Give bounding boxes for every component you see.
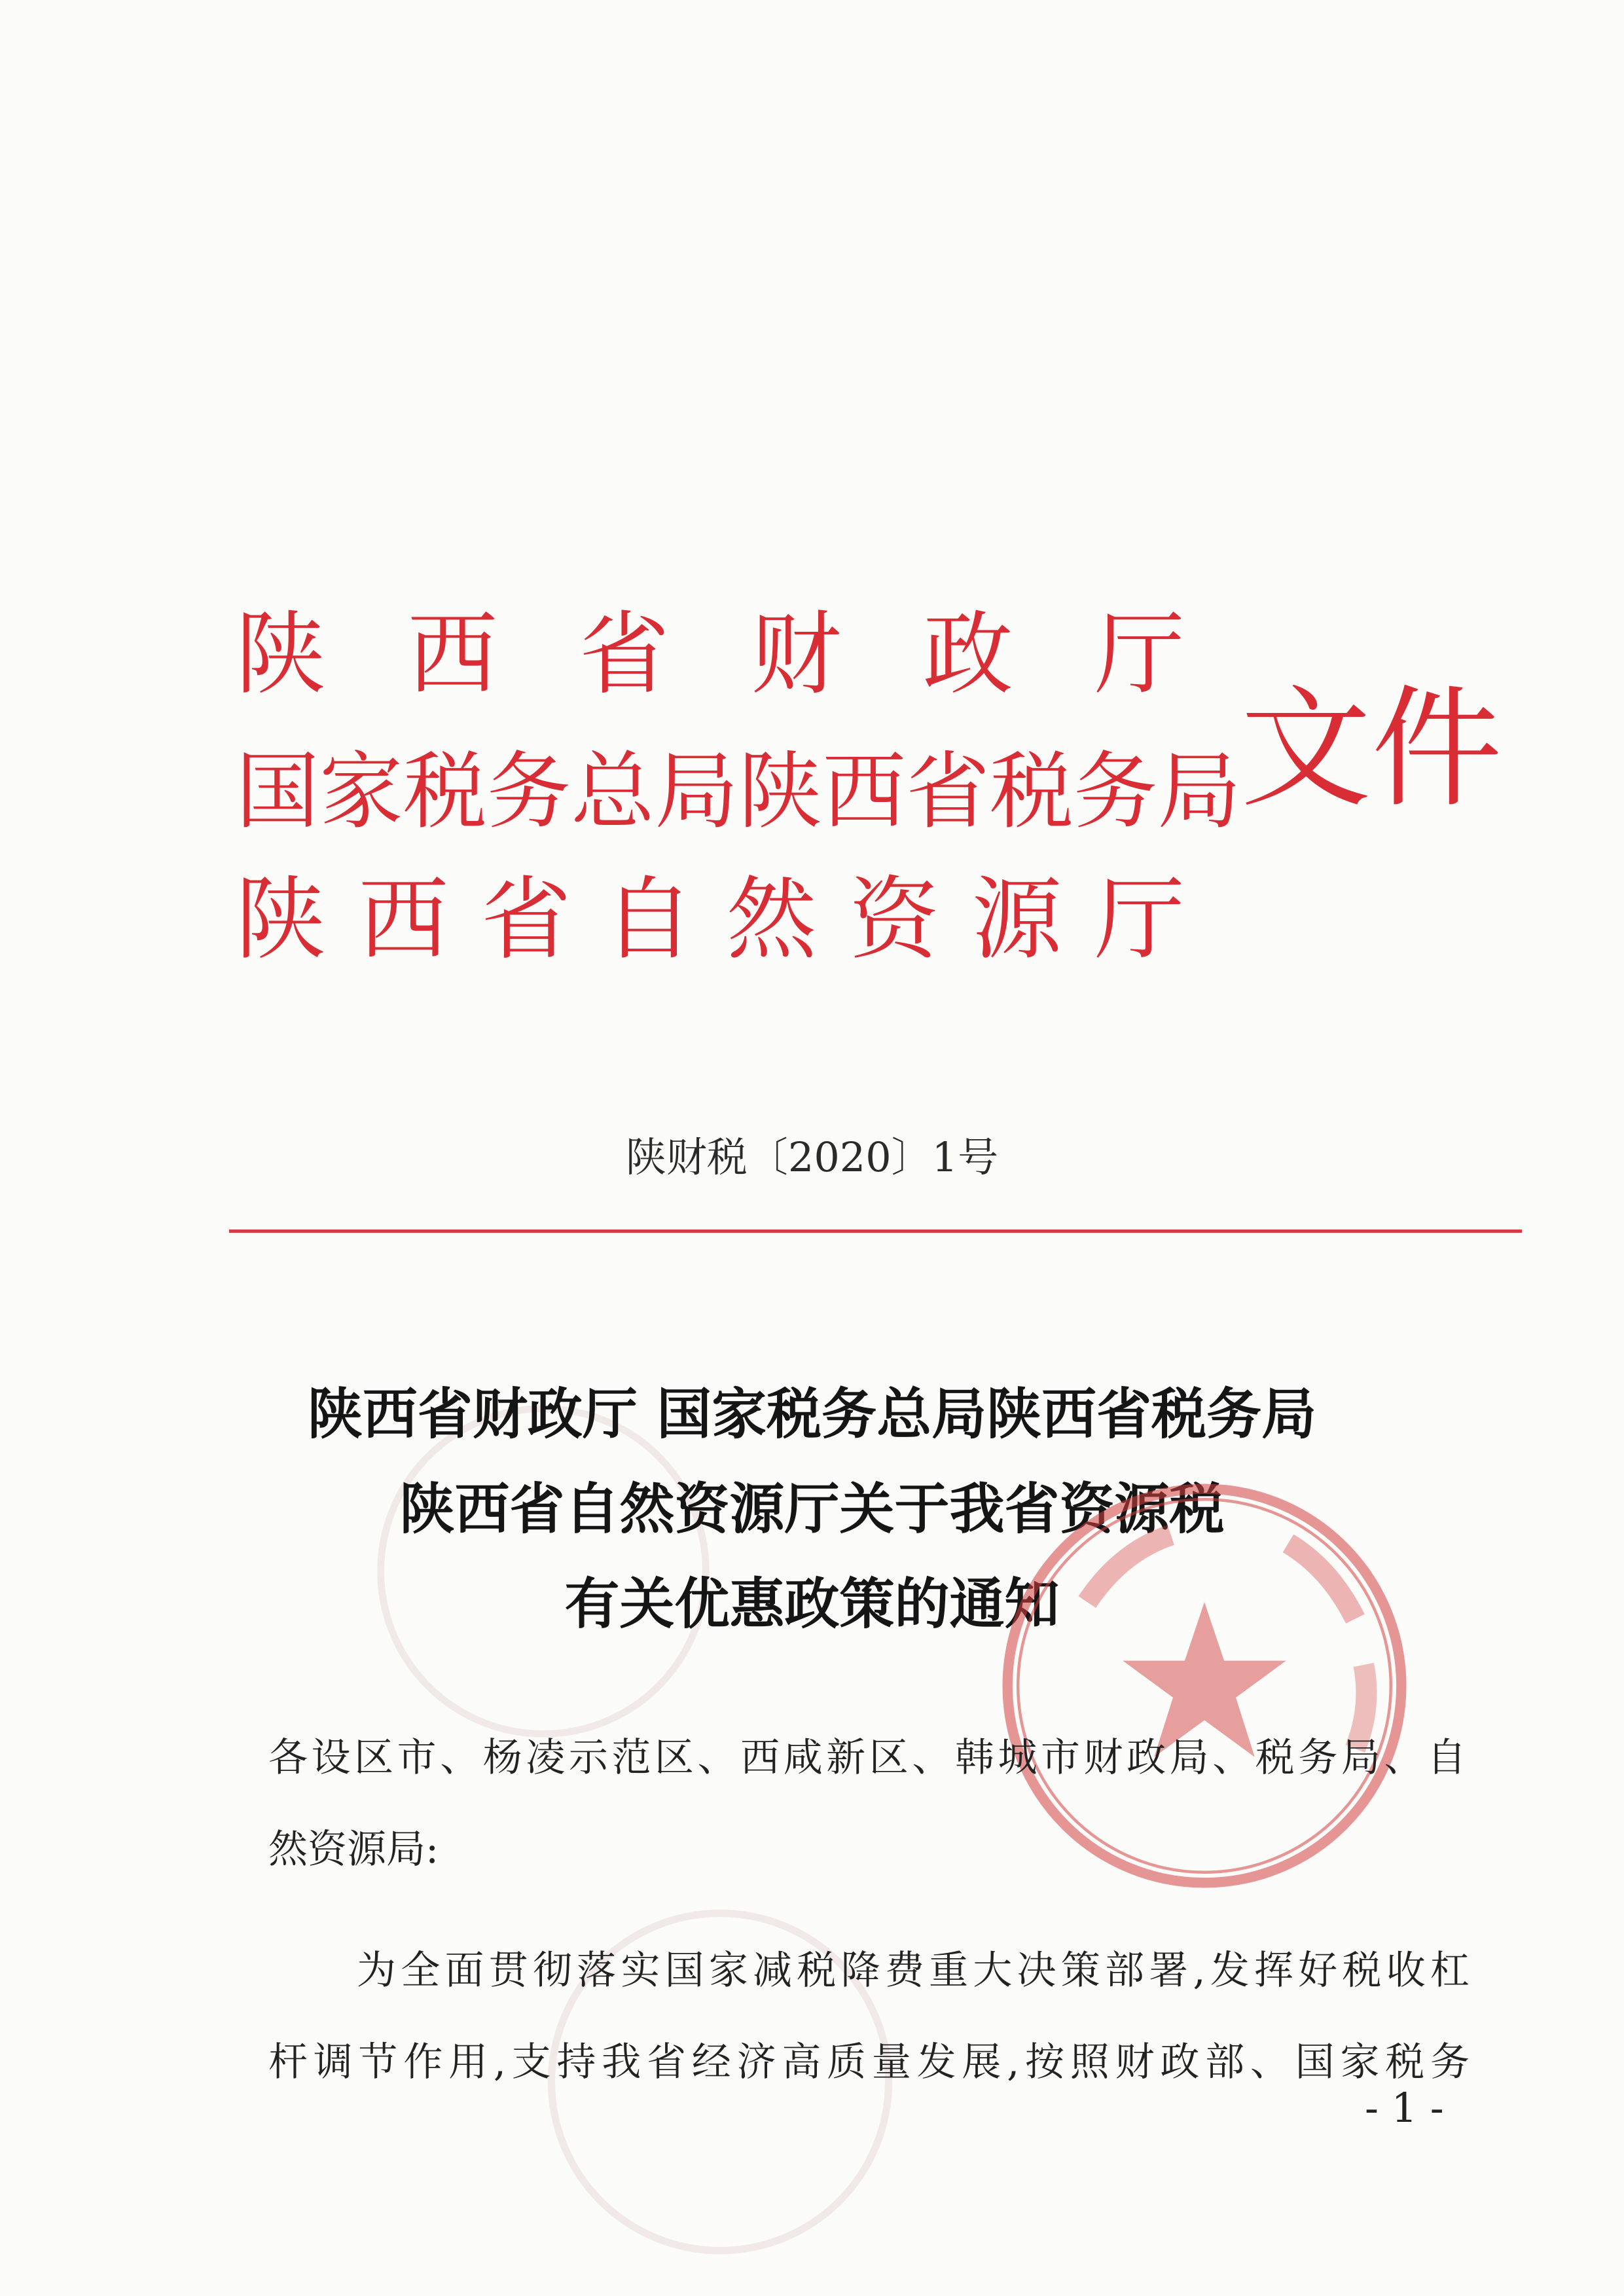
page-number: - 1 - [1365,2084,1444,2132]
issuer-char: 陕 [738,743,823,841]
issuer-char: 然 [726,867,817,972]
issuer-char: 省 [480,867,571,972]
issuer-char: 局 [655,743,739,841]
issuer-char: 税 [403,743,488,841]
issuer-char: 政 [922,602,1013,707]
issuer-char: 省 [579,602,670,707]
issuer-char: 省 [906,743,990,841]
issuer-char: 资 [849,867,940,972]
issuer-char: 西 [407,602,498,707]
document-type-char: 文 [1240,673,1372,826]
issuer-char: 自 [604,867,695,972]
issuer-char: 西 [358,867,449,972]
issuer-line-tax-bureau [236,737,1242,848]
title-line-1: 陕西省财政厅 国家税务总局陕西省税务局 [307,1382,1317,1446]
issuer-char: 务 [1074,743,1158,841]
paragraph-line: 为全面贯彻落实国家减税降费重大决策部署,发挥好税收杠 [357,1948,1470,1994]
issuer-char: 陕 [236,867,327,972]
issuer-line-finance-dept [236,599,1185,710]
issuer-char: 财 [751,602,842,707]
issuer-char: 源 [971,867,1062,972]
issuer-char: 厅 [1094,867,1185,972]
issuer-char: 局 [1157,743,1242,841]
paragraph-line: 杆调节作用,支持我省经济高质量发展,按照财政部、国家税务 [268,2039,1470,2085]
addressee-line: 然资源局: [268,1827,439,1872]
title-line-3: 有关优惠政策的通知 [564,1572,1060,1636]
issuer-char: 西 [822,743,907,841]
issuer-char: 家 [319,743,404,841]
issuer-line-natural-resources-dept [236,864,1185,975]
red-divider-line [229,1230,1522,1233]
issuer-char: 厅 [1094,602,1185,707]
issuer-char: 务 [487,743,571,841]
document-type-char: 件 [1371,673,1503,826]
document-number: 陕财税〔2020〕1号 [625,1133,999,1181]
issuer-char: 税 [990,743,1074,841]
issuer-char: 总 [571,743,655,841]
title-line-2: 陕西省自然资源厅关于我省资源税 [399,1477,1225,1541]
document-type-label [1240,673,1503,826]
issuer-char: 陕 [236,602,327,707]
issuer-char: 国 [236,743,320,841]
official-seal [995,1476,1414,1895]
addressee-line: 各设区市、杨凌示范区、西咸新区、韩城市财政局、税务局、自 [268,1735,1466,1781]
